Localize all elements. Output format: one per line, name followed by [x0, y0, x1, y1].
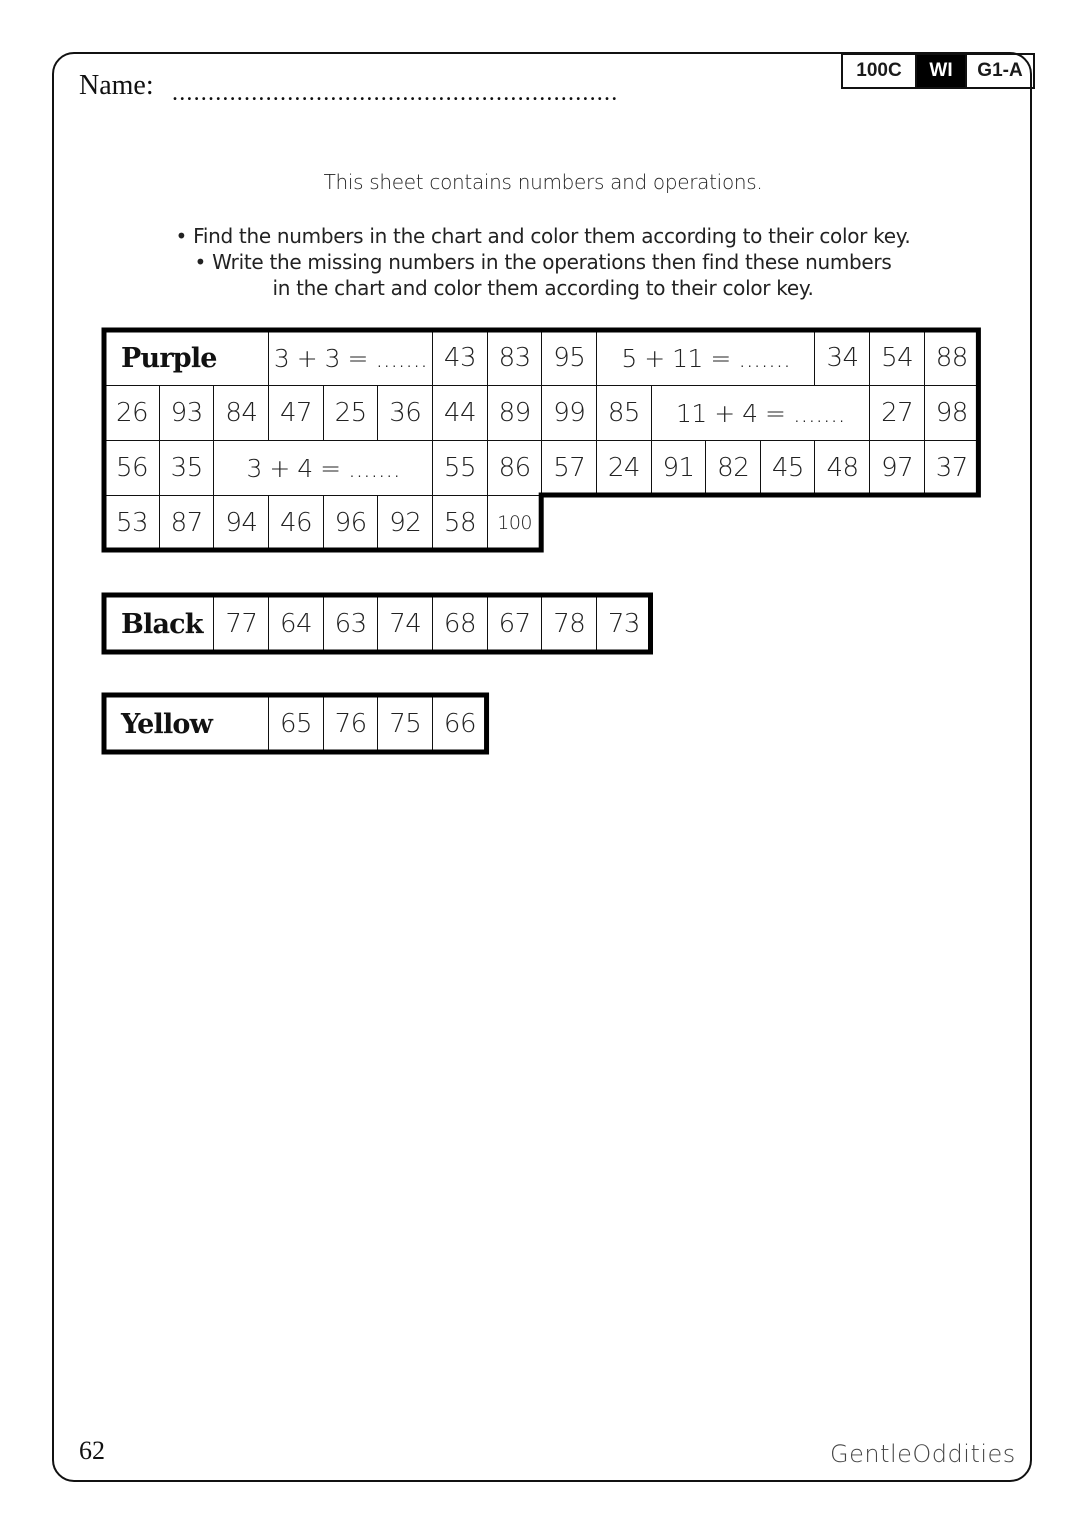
number-cell[interactable]: 67: [487, 595, 543, 654]
instruction-item: • Write the missing numbers in the operations then find these numbers: [194, 250, 892, 274]
number-cell[interactable]: 45: [760, 440, 816, 497]
number-cell[interactable]: 64: [268, 595, 324, 654]
page-number: 62: [79, 1436, 105, 1465]
number-cell[interactable]: 56: [104, 440, 160, 497]
number-cell[interactable]: 26: [104, 385, 160, 442]
instruction-list: [0, 223, 1086, 301]
number-cell[interactable]: 77: [213, 595, 269, 654]
code-type: WI: [917, 55, 965, 87]
number-cell[interactable]: 46: [268, 495, 324, 552]
number-cell[interactable]: 88: [924, 330, 980, 387]
number-cell[interactable]: 76: [323, 695, 379, 754]
number-cell[interactable]: 83: [487, 330, 543, 387]
number-cell[interactable]: 73: [596, 595, 652, 654]
operation-cell[interactable]: 5 + 11 = .......: [596, 330, 816, 387]
intro-text: This sheet contains numbers and operations.: [323, 170, 763, 194]
number-cell[interactable]: 85: [596, 385, 652, 442]
number-cell[interactable]: 92: [377, 495, 433, 552]
name-field[interactable]: ..............................................................: [172, 80, 619, 106]
code-level: 100C: [843, 55, 917, 87]
operation-cell[interactable]: 3 + 4 = .......: [213, 440, 433, 497]
number-cell[interactable]: 25: [323, 385, 379, 442]
code-grade: G1-A: [965, 55, 1033, 87]
number-cell[interactable]: 86: [487, 440, 543, 497]
number-cell[interactable]: 75: [377, 695, 433, 754]
number-cell[interactable]: 48: [814, 440, 870, 497]
number-cell[interactable]: 34: [814, 330, 870, 387]
number-cell[interactable]: 74: [377, 595, 433, 654]
number-cell[interactable]: 58: [432, 495, 488, 552]
number-cell[interactable]: 35: [159, 440, 215, 497]
number-cell[interactable]: 99: [541, 385, 597, 442]
number-cell[interactable]: 91: [651, 440, 707, 497]
number-cell[interactable]: 47: [268, 385, 324, 442]
number-cell[interactable]: 93: [159, 385, 215, 442]
number-cell[interactable]: 57: [541, 440, 597, 497]
operation-cell[interactable]: 11 + 4 = .......: [651, 385, 871, 442]
number-cell[interactable]: 97: [869, 440, 925, 497]
number-cell[interactable]: 82: [705, 440, 761, 497]
number-cell[interactable]: 55: [432, 440, 488, 497]
worksheet-code-box: [841, 53, 1035, 89]
number-cell[interactable]: 95: [541, 330, 597, 387]
number-cell[interactable]: 98: [924, 385, 980, 442]
name-label: Name:: [79, 70, 154, 101]
number-cell[interactable]: 63: [323, 595, 379, 654]
number-cell[interactable]: 78: [541, 595, 597, 654]
number-cell[interactable]: 27: [869, 385, 925, 442]
instruction-item: in the chart and color them according to their color key.: [272, 276, 814, 300]
number-cell[interactable]: 84: [213, 385, 269, 442]
color-key-label[interactable]: Yellow: [104, 695, 269, 754]
number-cell[interactable]: 24: [596, 440, 652, 497]
number-cell[interactable]: 96: [323, 495, 379, 552]
number-cell[interactable]: 68: [432, 595, 488, 654]
number-cell[interactable]: 66: [432, 695, 488, 754]
number-cell[interactable]: 36: [377, 385, 433, 442]
number-cell[interactable]: 87: [159, 495, 215, 552]
number-cell[interactable]: 65: [268, 695, 324, 754]
number-cell[interactable]: 100: [487, 495, 543, 552]
number-cell[interactable]: 43: [432, 330, 488, 387]
number-cell[interactable]: 37: [924, 440, 980, 497]
number-cell[interactable]: 94: [213, 495, 269, 552]
operation-cell[interactable]: 3 + 3 = .......: [268, 330, 433, 387]
number-cell[interactable]: 54: [869, 330, 925, 387]
number-cell[interactable]: 89: [487, 385, 543, 442]
instruction-item: • Find the numbers in the chart and color them according to their color key.: [175, 224, 911, 248]
brand-logo: GentleOddities: [830, 1440, 1016, 1468]
color-key-label[interactable]: Black: [104, 595, 215, 654]
number-cell[interactable]: 53: [104, 495, 160, 552]
color-key-label[interactable]: Purple: [104, 330, 269, 387]
number-cell[interactable]: 44: [432, 385, 488, 442]
